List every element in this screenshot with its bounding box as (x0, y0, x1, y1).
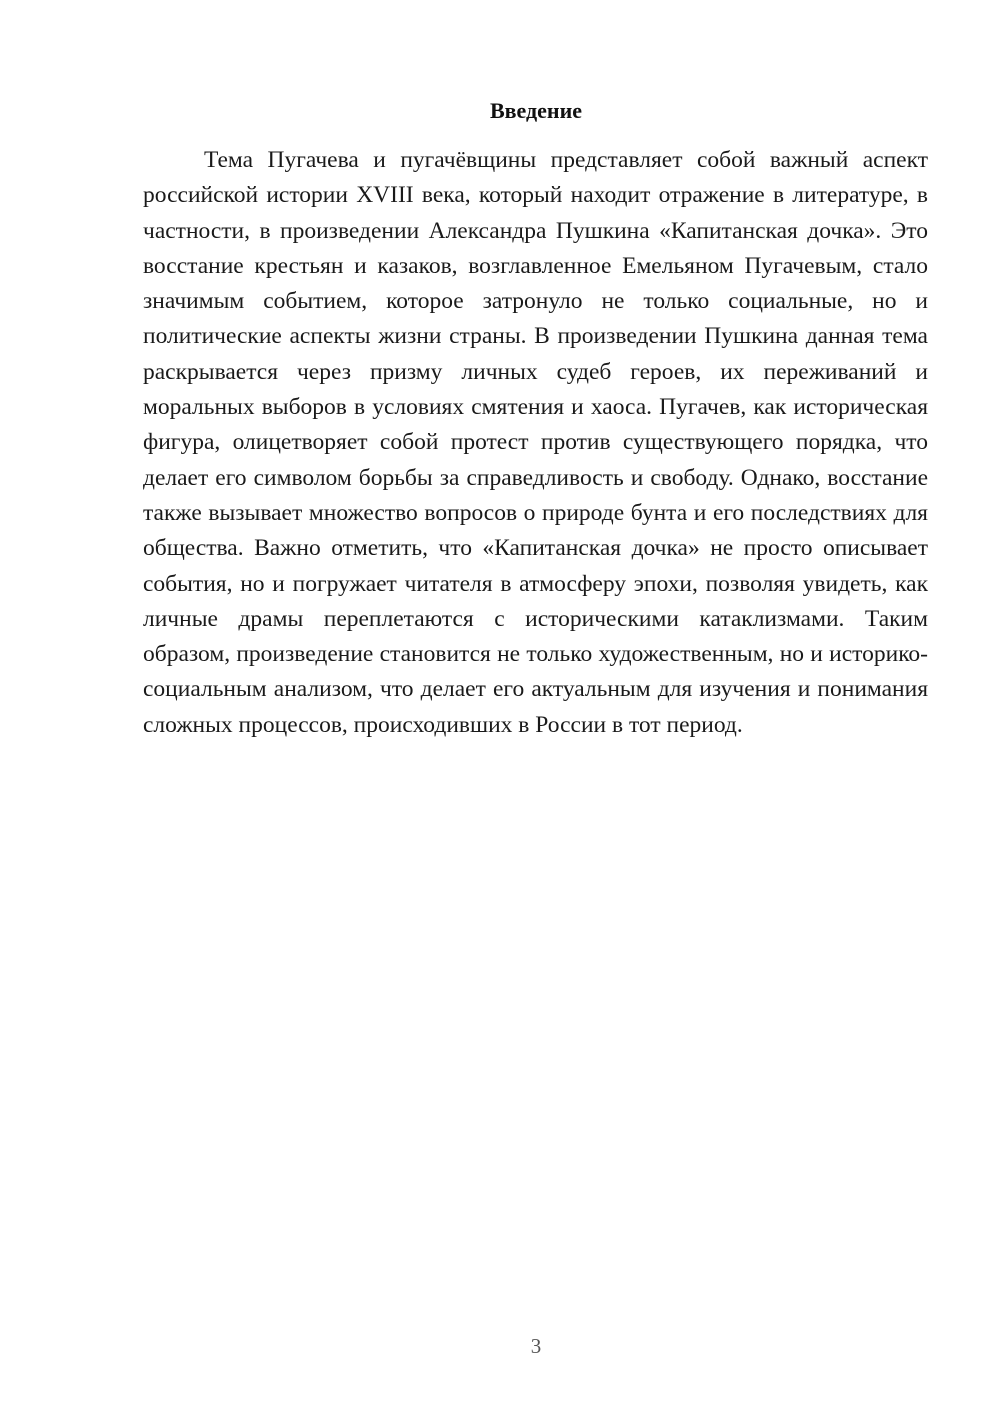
introduction-paragraph: Тема Пугачева и пугачёвщины представляет собой важный аспект российской истории XVIII века, который находит отражение в литературе, в частности, в произведении Александра Пушкина «Капитанская дочка». Это восстание крестьян и казаков, возглавленное Емельяном Пугачевым, стало значимым событием, которое затронуло не только социальные, но и политические аспекты жизни страны. В произведении Пушкина данная тема раскрывается через призму личных судеб героев, их переживаний и моральных выборов в условиях смятения и хаоса. Пугачев, как историческая фигура, олицетворяет собой протест против существующего порядка, что делает его символом борьбы за справедливость и свободу. Однако, восстание также вызывает множество вопросов о природе бунта и его последствиях для общества. Важно отметить, что «Капитанская дочка» не просто описывает события, но и погружает читателя в атмосферу эпохи, позволяя увидеть, как личные драмы переплетаются с историческими катаклизмами. Таким образом, произведение становится не только художественным, но и историко-социальным анализом, что делает его актуальным для изучения и понимания сложных процессов, происходивших в России в тот период. (143, 147, 928, 738)
section-title: Введение (489, 98, 583, 123)
page-number: 3 (530, 1334, 542, 1358)
